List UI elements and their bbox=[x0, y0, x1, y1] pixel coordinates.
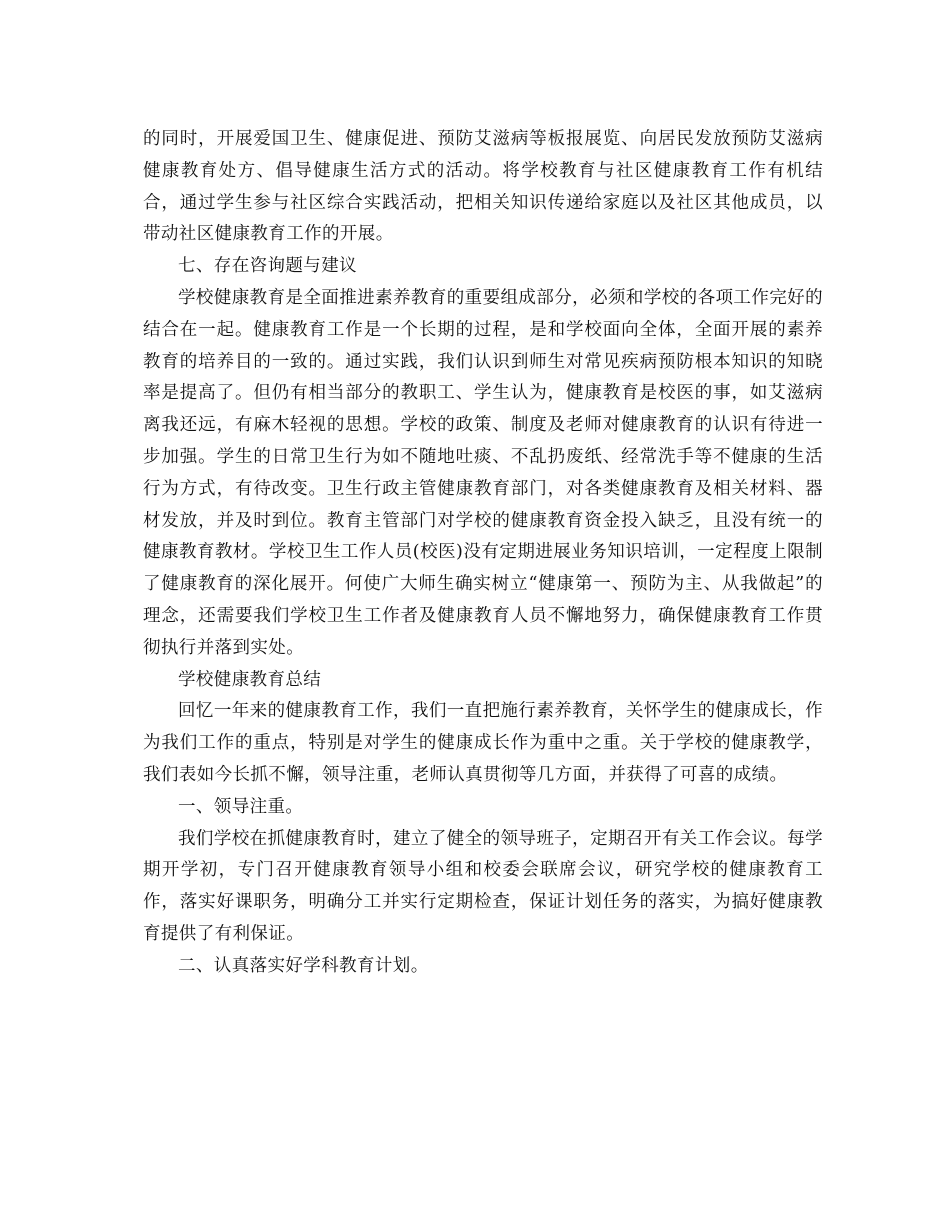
paragraph-leadership: 我们学校在抓健康教育时，建立了健全的领导班子，定期召开有关工作会议。每学期开学初，专门召开健康教育领导小组和校委会联席会议，研究学校的健康教育工作，落实好课职务，明确分工并实行定期检查，保证计划任务的落实，为搞好健康教育提供了有利保证。 bbox=[143, 828, 823, 944]
section-heading-curriculum-plan: 二、认真落实好学科教育计划。 bbox=[178, 955, 429, 976]
paragraph-community-activities: 的同时，开展爱国卫生、健康促进、预防艾滋病等板报展览、向居民发放预防艾滋病健康教育处方、倡导健康生活方式的活动。将学校教育与社区健康教育工作有机结合，通过学生参与社区综合实践活动，把相关知识传递给家庭以及社区其他成员，以带动社区健康教育工作的开展。 bbox=[143, 129, 823, 245]
document-body bbox=[143, 124, 823, 983]
paragraph-summary-intro: 回忆一年来的健康教育工作，我们一直把施行素养教育，关怀学生的健康成长，作为我们工作的重点，特别是对学生的健康成长作为重中之重。关于学校的健康教学，我们表如今长抓不懈，领导注重，老师认真贯彻等几方面，并获得了可喜的成绩。 bbox=[143, 701, 823, 785]
section-heading-summary-title: 学校健康教育总结 bbox=[178, 669, 322, 690]
section-heading-problems-suggestions: 七、存在咨询题与建议 bbox=[178, 256, 357, 277]
paragraph-problems-suggestions: 学校健康教育是全面推进素养教育的重要组成部分，必须和学校的各项工作完好的结合在一起。健康教育工作是一个长期的过程，是和学校面向全体，全面开展的素养教育的培养目的一致的。通过实践，我们认识到师生对常见疾病预防根本知识的知晓率是提高了。但仍有相当部分的教职工、学生认为，健康教育是校医的事，如艾滋病离我还远，有麻木轻视的思想。学校的政策、制度及老师对健康教育的认识有待进一步加强。学生的日常卫生行为如不随地吐痰、不乱扔废纸、经常洗手等不健康的生活行为方式，有待改变。卫生行政主管健康教育部门，对各类健康教育及相关材料、器材发放，并及时到位。教育主管部门对学校的健康教育资金投入缺乏，且没有统一的健康教育教材。学校卫生工作人员(校医)没有定期进展业务知识培训，一定程度上限制了健康教育的深化展开。何使广大师生确实树立“健康第一、预防为主、从我做起”的理念，还需要我们学校卫生工作者及健康教育人员不懈地努力，确保健康教育工作贯彻执行并落到实处。 bbox=[143, 287, 823, 658]
section-heading-leadership: 一、领导注重。 bbox=[178, 796, 304, 817]
